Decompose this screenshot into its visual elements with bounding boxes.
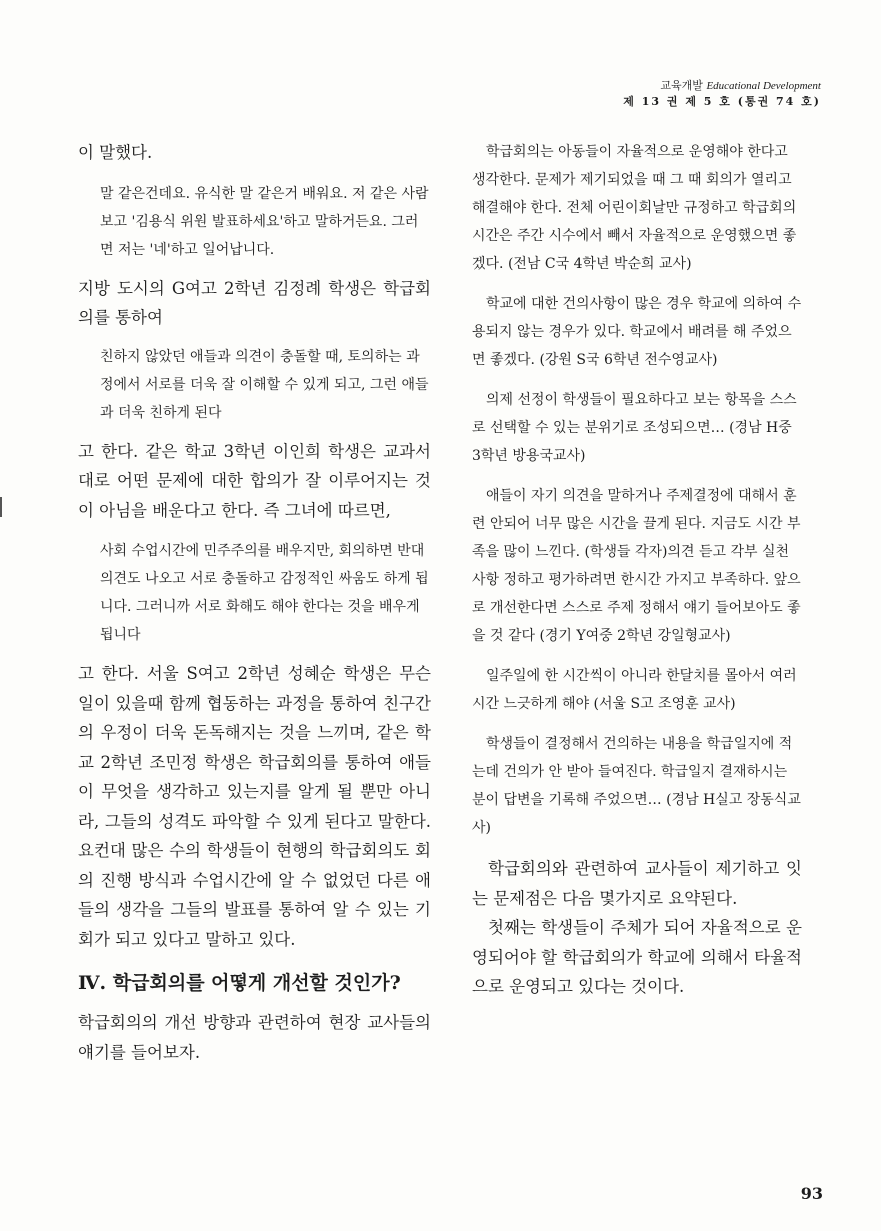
page-number: 93 <box>800 1184 823 1203</box>
teacher-quote-5: 일주일에 한 시간씩이 아니라 한달치를 몰아서 여러시간 느긋하게 해야 (서울 S고 조영훈 교사) <box>472 668 797 712</box>
left-paragraph-2: 지방 도시의 G여고 2학년 김정례 학생은 학급회의를 통하여 <box>78 278 431 327</box>
student-quote-3: 사회 수업시간에 민주주의를 배우지만, 회의하면 반대 의견도 나오고 서로 충돌하고 감정적인 싸움도 하게 됩니다. 그러니까 서로 화해도 해야 한다는 것을 배우게 됩니다 <box>100 543 429 643</box>
student-quote-1: 말 같은건데요. 유식한 말 같은거 배워요. 저 같은 사람보고 '김용식 위원 발표하세요'하고 말하거든요. 그러면 저는 '네'하고 일어납니다. <box>100 185 429 258</box>
journal-title-ko: 교육개발 <box>660 79 703 92</box>
teacher-quote-1: 학급회의는 아동들이 자율적으로 운영해야 한다고 생각한다. 문제가 제기되었을 때 그 때 회의가 열리고 해결해야 한다. 전체 어린이회날만 규정하고 학급회의 시간은 주간 시수에서 빼서 자율적으로 운영했으면 좋겠다. (전남 C국 4학년 박순희 교사) <box>472 144 797 272</box>
teacher-quote-2: 학교에 대한 건의사항이 많은 경우 학교에 의하여 수용되지 않는 경우가 있다. 학교에서 배려를 해 주었으면 좋겠다. (강원 S국 6학년 전수영교사) <box>472 296 802 368</box>
left-paragraph-3: 고 한다. 같은 학교 3학년 이인희 학생은 교과서대로 어떤 문제에 대한 합의가 잘 이루어지는 것이 아님을 배운다고 한다. 즉 그녀에 따르면, <box>78 441 431 520</box>
margin-mark <box>0 497 2 517</box>
left-paragraph-4: 고 한다. 서울 S여고 2학년 성혜순 학생은 무슨 일이 있을때 함께 협동하는 과정을 통하여 친구간의 우정이 더욱 돈독해지는 것을 느끼며, 같은 학교 2학년 조민정 학생은 학급회의를 통하여 애들이 무엇을 생각하고 있는지를 알게 될 뿐만 아니라, 그들의 성격도 파악할 수 있게 된다고 말한다. 요컨대 많은 수의 학생들이 현행의 학급회의도 회의 진행 방식과 수업시간에 알 수 없었던 다른 애들의 생각을 그들의 발표를 통하여 알 수 있는 기회가 되고 있다고 말하고 있다. <box>78 664 431 949</box>
right-paragraph-1: 학급회의와 관련하여 교사들이 제기하고 잇는 문제점은 다음 몇가지로 요약된다. <box>472 859 802 908</box>
journal-title-en: Educational Development <box>706 80 821 92</box>
right-column <box>472 138 802 1002</box>
teacher-quote-3: 의제 선정이 학생들이 필요하다고 보는 항목을 스스로 선택할 수 있는 분위기로 조성되으면… (경남 H중 3학년 방용국교사) <box>472 392 797 464</box>
left-paragraph-1: 이 말했다. <box>78 143 153 162</box>
teacher-quote-6: 학생들이 결정해서 건의하는 내용을 학급일지에 적는데 건의가 안 받아 들여진다. 학급일지 결재하시는 분이 답변을 기록해 주었으면… (경남 H실고 장동식교사) <box>472 736 801 836</box>
section-heading: Ⅳ. 학급회의를 어떻게 개선할 것인가? <box>78 972 401 994</box>
volume-info: 제 13 권 제 5 호 (통권 74 호) <box>623 95 821 108</box>
left-column <box>78 138 431 1067</box>
left-paragraph-5: 학급회의의 개선 방향과 관련하여 현장 교사들의 얘기를 들어보자. <box>78 1013 431 1062</box>
running-header <box>623 78 821 110</box>
student-quote-2: 친하지 않았던 애들과 의견이 충돌할 때, 토의하는 과정에서 서로를 더욱 잘 이해할 수 있게 되고, 그런 애들과 더욱 친하게 된다 <box>100 348 429 421</box>
right-paragraph-2: 첫째는 학생들이 주체가 되어 자율적으로 운영되어야 할 학급회의가 학교에 의해서 타율적으로 운영되고 있다는 것이다. <box>472 918 802 996</box>
teacher-quote-4: 애들이 자기 의견을 말하거나 주제결정에 대해서 훈련 안되어 너무 많은 시간을 끌게 된다. 지금도 시간 부족을 많이 느낀다. (학생들 각자)의견 듣고 각부 실천 사항 정하고 평가하려면 한시간 가지고 부족하다. 앞으로 개선한다면 스스로 주제 정해서 얘기 들어보아도 좋을 것 같다 (경기 Y여중 2학년 강일형교사) <box>472 488 801 644</box>
